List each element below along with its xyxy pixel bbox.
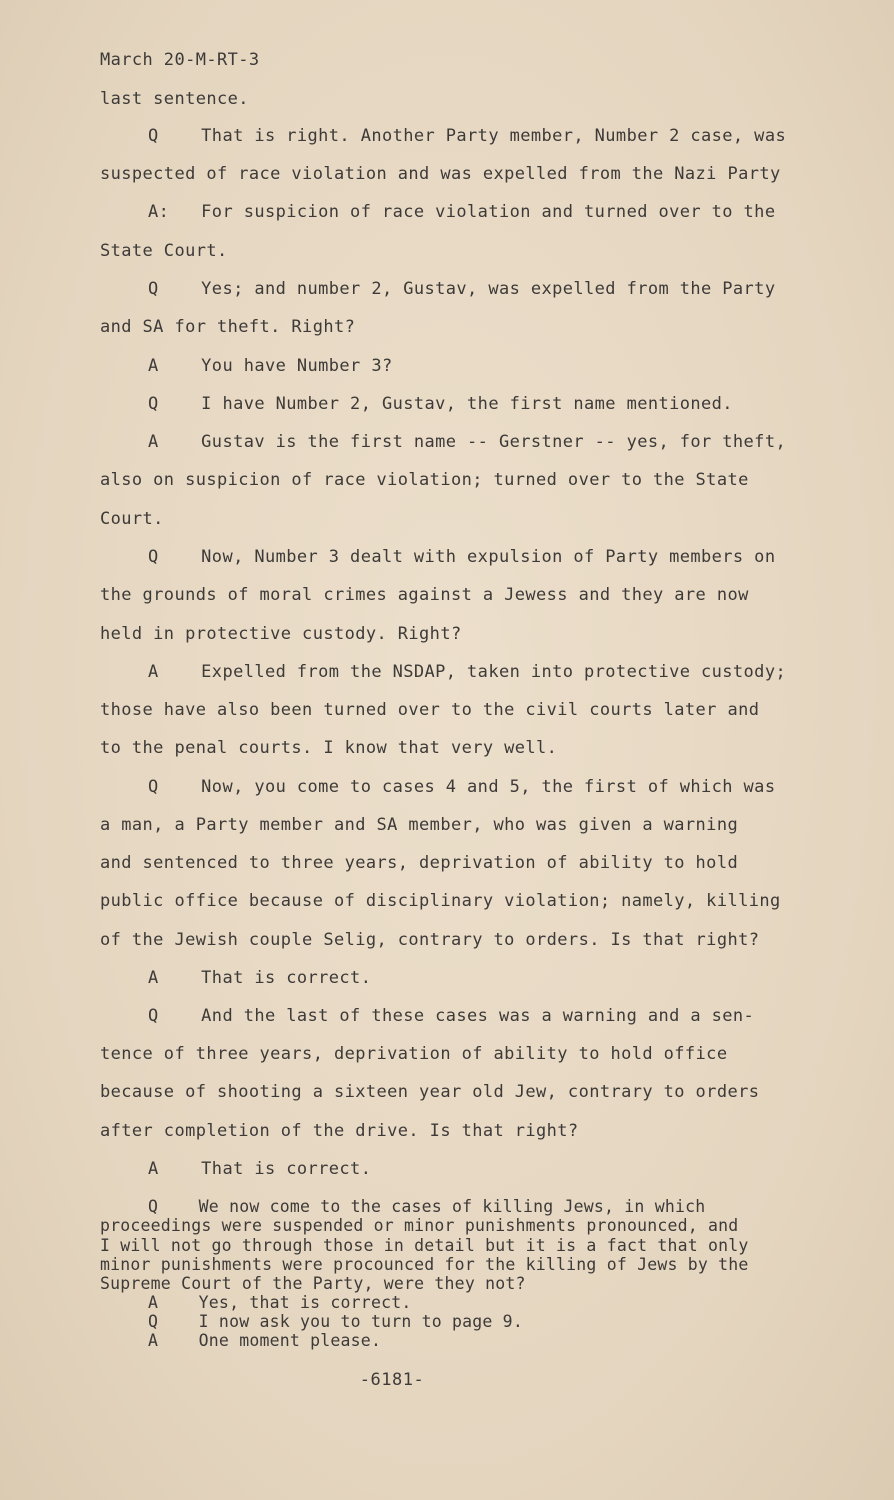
text-line: Q I now ask you to turn to page 9. [148,1312,523,1331]
text-line: of the Jewish couple Selig, contrary to orders. Is that right? [100,930,760,950]
text-line: State Court. [100,241,228,261]
page-number: -6181- [359,1370,425,1390]
text-line: A That is correct. [148,1159,372,1179]
text-line: minor punishments were procounced for the killing of Jews by the [100,1255,749,1274]
text-line: A Yes, that is correct. [148,1293,412,1312]
text-line: last sentence. [100,89,249,109]
document-header: March 20-M-RT-3 [100,50,260,70]
text-line: after completion of the drive. Is that right? [100,1121,579,1141]
text-line: Q Yes; and number 2, Gustav, was expelled from the Party [148,279,776,299]
text-line: Q And the last of these cases was a warning and a sen- [148,1006,755,1026]
text-line: A One moment please. [148,1331,382,1350]
text-line: suspected of race violation and was expelled from the Nazi Party [100,164,781,184]
text-line: those have also been turned over to the civil courts later and [100,700,760,720]
text-line: A That is correct. [148,968,372,988]
text-line: Court. [100,509,164,529]
text-line: Q Now, Number 3 dealt with expulsion of Party members on [148,547,776,567]
text-line: Q I have Number 2, Gustav, the first name mentioned. [148,394,733,414]
text-line: A Gustav is the first name -- Gerstner -- yes, for theft, [148,432,787,452]
text-line: A Expelled from the NSDAP, taken into protective custody; [148,662,787,682]
text-line: because of shooting a sixteen year old Jew, contrary to orders [100,1082,760,1102]
text-line: to the penal courts. I know that very well. [100,738,558,758]
text-line: public office because of disciplinary violation; namely, killing [100,891,781,911]
text-line: proceedings were suspended or minor punishments pronounced, and [100,1216,739,1235]
text-line: Q Now, you come to cases 4 and 5, the first of which was [148,777,776,797]
text-line: also on suspicion of race violation; turned over to the State [100,470,749,490]
text-line: and sentenced to three years, deprivation of ability to hold [100,853,739,873]
text-line: and SA for theft. Right? [100,317,356,337]
text-line: Q That is right. Another Party member, Number 2 case, was [148,126,787,146]
text-line: A You have Number 3? [148,356,393,376]
text-line: tence of three years, deprivation of ability to hold office [100,1044,728,1064]
text-line: the grounds of moral crimes against a Jewess and they are now [100,585,749,605]
text-line: I will not go through those in detail but it is a fact that only [100,1236,749,1255]
text-line: a man, a Party member and SA member, who was given a warning [100,815,739,835]
text-line: Supreme Court of the Party, were they not? [100,1274,526,1293]
text-line: A: For suspicion of race violation and turned over to the [148,202,776,222]
text-line: Q We now come to the cases of killing Jews, in which [148,1197,706,1216]
text-line: held in protective custody. Right? [100,624,462,644]
